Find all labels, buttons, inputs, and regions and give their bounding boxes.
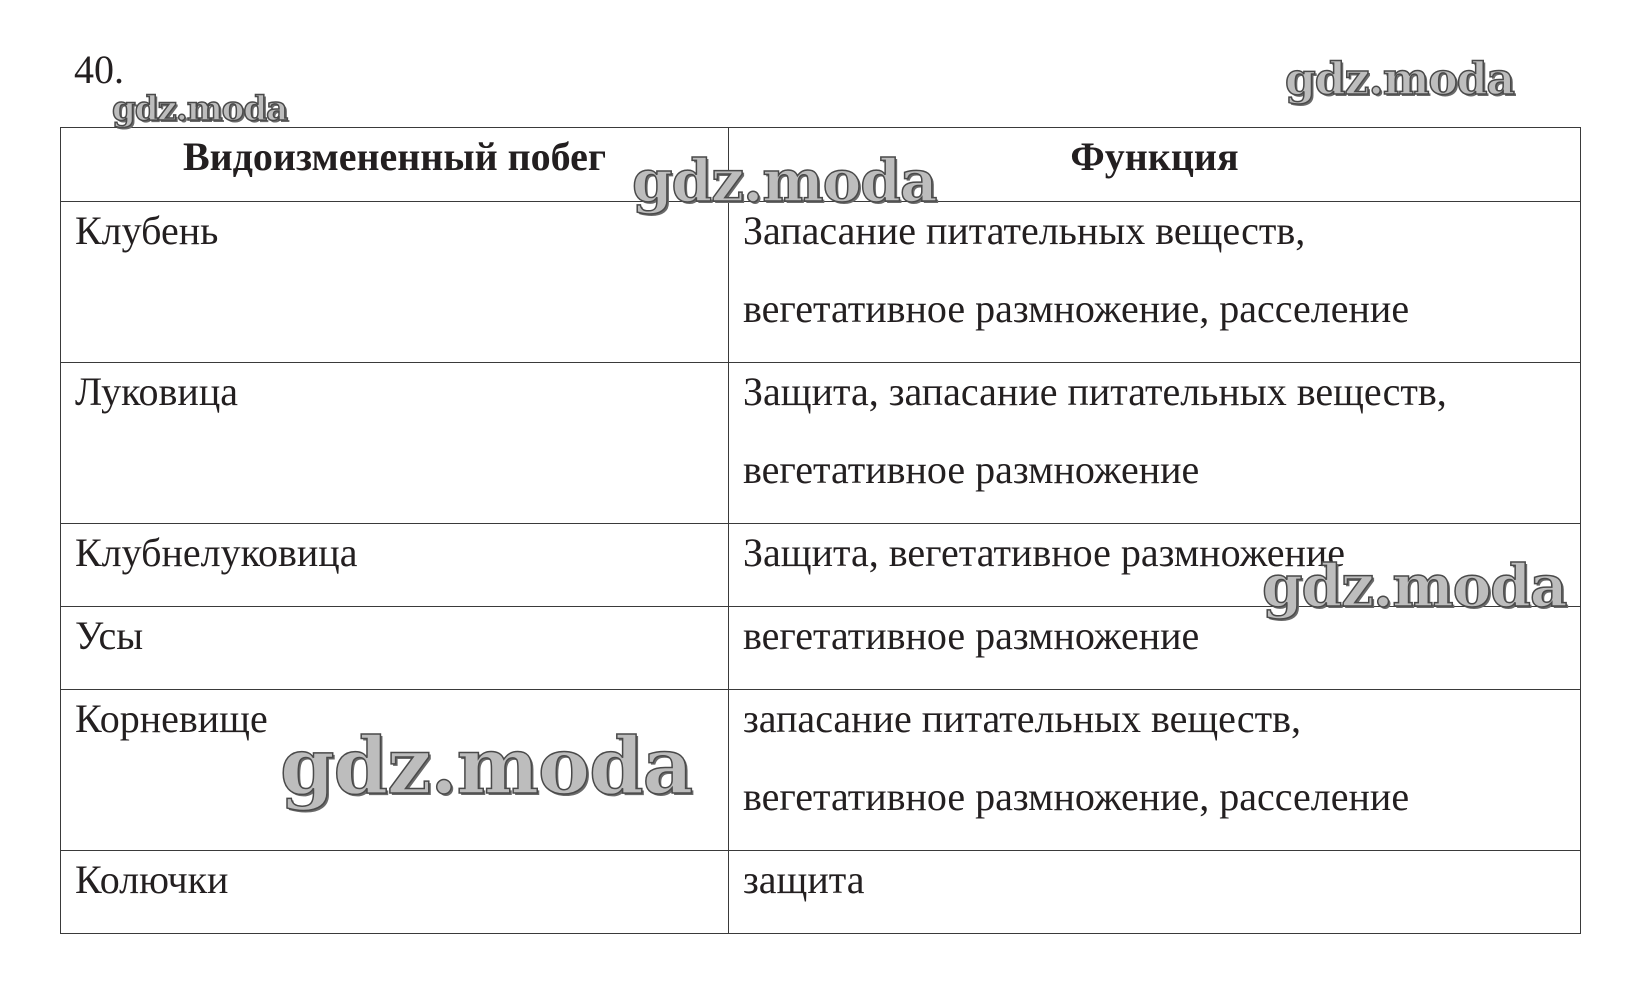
answer-table [60,127,1581,934]
function-cell [729,690,1581,851]
function-cell [729,363,1581,524]
table-row [61,524,1581,607]
table-row [61,851,1581,934]
watermark: gdz.moda [112,89,288,129]
table-row [61,363,1581,524]
table-header-row [61,128,1581,202]
table-row [61,690,1581,851]
function-cell [729,607,1581,690]
function-line: вегетативное размножение [743,613,1200,658]
watermark: gdz.moda [1285,54,1515,105]
shoot-name: Усы [75,613,144,658]
function-line: запасание питательных веществ, [743,696,1302,741]
function-cell [729,202,1581,363]
table-row [61,607,1581,690]
shoot-cell [61,524,729,607]
watermark: gdz.moda [632,147,937,215]
shoot-name: Клубнелуковица [75,530,358,575]
function-line: вегетативное размножение, расселение [743,774,1410,819]
function-line: Защита, вегетативное размножение [743,530,1346,575]
function-line: вегетативное размножение, расселение [743,286,1410,331]
shoot-cell [61,607,729,690]
shoot-name: Луковица [75,369,238,414]
shoot-cell [61,202,729,363]
watermark: gdz.moda [1262,552,1567,620]
function-line: защита [743,857,865,902]
shoot-name: Корневище [75,696,268,741]
shoot-name: Колючки [75,857,229,902]
shoot-cell [61,363,729,524]
table-row [61,202,1581,363]
function-line: Защита, запасание питательных веществ, [743,369,1447,414]
function-cell [729,524,1581,607]
shoot-name: Клубень [75,208,219,253]
header-modified-shoot: Видоизмененный побег [61,128,729,202]
header-function: Функция [729,128,1581,202]
function-line: вегетативное размножение [743,447,1200,492]
watermark: gdz.moda [280,721,693,812]
function-cell [729,851,1581,934]
task-number: 40. [74,47,124,92]
shoot-cell [61,851,729,934]
shoot-cell [61,690,729,851]
function-line: Запасание питательных веществ, [743,208,1306,253]
